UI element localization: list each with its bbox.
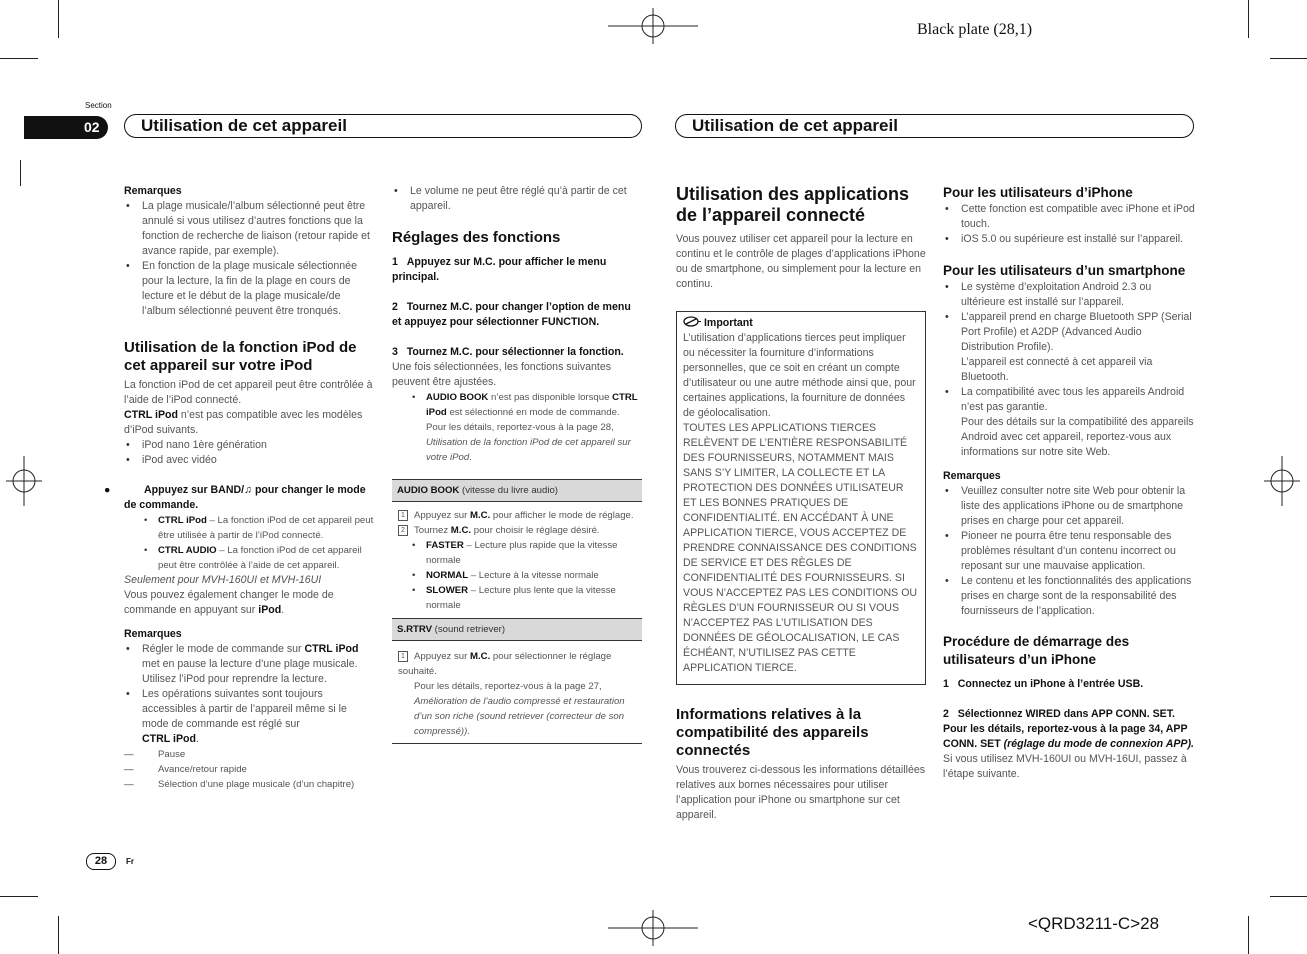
column-1 (104, 184, 376, 792)
paragraph (398, 679, 642, 739)
bold-term: CTRL iPod (124, 409, 178, 421)
text: . (195, 733, 199, 745)
paragraph (124, 588, 376, 618)
paragraph: Vous trouverez ci-dessous les informations détaillées relatives aux bornes nécessaires pour utiliser l’application pour iPhone ou smartphone sur cet appareil. (676, 764, 926, 821)
text: Appuyez sur (414, 651, 470, 662)
list-item: — Avance/retour rapide (124, 762, 376, 777)
column-2 (392, 184, 642, 744)
step-number-icon: 1 (398, 651, 408, 662)
iphone-list (943, 202, 1195, 247)
crop-mark (1248, 916, 1249, 954)
step-instruction (392, 255, 642, 285)
paragraph: Si vous utilisez MVH-160UI ou MVH-16UI, passez à l’étape suivante. (943, 753, 1187, 780)
remarks-list (124, 199, 376, 319)
important-box (676, 311, 926, 685)
list-item (124, 642, 376, 687)
step-text: Tournez M.C. pour sélectionner la fonction. (406, 346, 624, 358)
crop-mark (0, 58, 38, 59)
list-item: • iPod nano 1ère génération (124, 438, 376, 453)
step-text: Appuyez sur BAND/♫ pour changer le mode de commande. (124, 484, 366, 511)
important-title: Important (703, 317, 753, 329)
text: L’appareil est connecté à cet appareil via Bluetooth. (961, 356, 1153, 383)
bold-term: CTRL iPod (304, 643, 359, 655)
cross-reference: (réglage du mode de connexion APP). (1000, 738, 1194, 750)
section-heading: Réglages des fonctions (392, 229, 561, 246)
warning-icon (683, 316, 701, 327)
list-item (124, 687, 376, 747)
list-item (124, 543, 376, 573)
list-item: • Cette fonction est compatible avec iPhone et iPod touch. (943, 202, 1195, 232)
step-text: Sélectionnez WIRED dans APP CONN. SET. Pour les détails, reportez-vous à la page 34, APP CONN. SET (943, 708, 1188, 750)
step-instruction (104, 483, 376, 513)
list-item: • Le système d’exploitation Android 2.3 ou ultérieure est installé sur l’appareil. (943, 280, 1195, 310)
text: Pour les détails, reportez-vous à la page 27, (414, 681, 602, 692)
registration-target-icon (6, 456, 42, 506)
bold-term: iPod (258, 604, 282, 616)
step-text: Tournez M.C. pour changer l’option de menu et appuyez pour sélectionner FUNCTION. (392, 301, 631, 328)
function-name: AUDIO BOOK (397, 485, 460, 496)
remarks-title: Remarques (943, 470, 1001, 482)
section-heading: Utilisation de la fonction iPod de cet appareil sur votre iPod (124, 339, 357, 374)
function-table-body (392, 502, 642, 615)
crop-mark (1270, 58, 1307, 59)
bullet-icon: ● (104, 484, 111, 496)
text: pour choisir le réglage désiré. (471, 525, 600, 536)
paragraph: L’utilisation d’applications tierces peut impliquer ou nécessiter la fourniture d’informations personnelles, que ce soit en créant un compte d’utilisateur ou une autre méthode ainsi que, pour certaines applications, la fourniture de données de géolocalisation. (683, 332, 916, 419)
section-heading: Procédure de démarrage des utilisateurs d’un iPhone (943, 634, 1130, 667)
list-item: • Pioneer ne pourra être tenu responsable des problèmes résultant d’un contenu incorrect ou reposant sur une mauvaise application. (943, 529, 1195, 574)
list-item: — Sélection d’une plage musicale (d’un chapitre) (124, 777, 376, 792)
function-name: S.RTRV (397, 624, 433, 635)
step-instruction (392, 345, 642, 360)
step-number: 3 (392, 346, 398, 358)
list-item: • iOS 5.0 ou supérieure est installé sur l’appareil. (943, 232, 1195, 247)
text: n’est pas compatible avec les modèles d’iPod suivants. (124, 409, 363, 436)
audiobook-note-list (392, 390, 642, 465)
text: – Lecture plus lente que la vitesse normale (426, 585, 616, 611)
section-banner-right (675, 114, 1194, 138)
section-heading: Utilisation des applications de l’appareil connecté (676, 184, 910, 225)
list-item (392, 390, 642, 465)
step-number-icon: 1 (398, 510, 408, 521)
remarks-title: Remarques (124, 628, 182, 640)
paragraph (124, 408, 376, 438)
crop-mark (0, 896, 38, 897)
list-item: • La plage musicale/l’album sélectionné peut être annulé si vous utilisez d’autres fonctions que la fonction de recherche de liaison (retour rapide et avance rapide, par exemple). (124, 199, 376, 259)
models-list (124, 438, 376, 468)
list-item (943, 385, 1195, 460)
step-number: 1 (392, 256, 398, 268)
text: Tournez (414, 525, 451, 536)
list-item (392, 568, 642, 583)
step-text: Connectez un iPhone à l’entrée USB. (957, 678, 1144, 690)
banner-title: Utilisation de cet appareil (692, 116, 898, 135)
text: Régler le mode de commande sur (142, 643, 305, 655)
document-code: <QRD3211-C>28 (1028, 914, 1160, 933)
bold-term: CTRL iPod (426, 392, 638, 418)
banner-title: Utilisation de cet appareil (141, 116, 347, 135)
registration-target-icon (608, 910, 698, 946)
list-item: • Le contenu et les fonctionnalités des applications prises en charge sont de la responsabilité des fournisseurs de l’application. (943, 574, 1195, 619)
text: Appuyez sur (414, 510, 470, 521)
function-table-body (392, 641, 642, 744)
crop-mark (58, 0, 59, 38)
bold-term: FASTER (426, 540, 464, 551)
plate-label: Black plate (28,1) (917, 21, 1033, 38)
step-instruction (943, 707, 1195, 752)
text: – La fonction iPod de cet appareil peut être contrôlée à l’aide de cet appareil. (158, 545, 362, 571)
paragraph: Vous pouvez utiliser cet appareil pour la lecture en continu et le contrôle de plages d’applications iPhone ou de smartphone, ou simplement pour la lecture en continu. (676, 233, 926, 290)
section-label: Section (85, 101, 112, 110)
step-number-icon: 2 (398, 525, 408, 536)
paragraph: La fonction iPod de cet appareil peut être contrôlée à l’aide de l’iPod connecté. (124, 379, 373, 406)
text: . (281, 604, 285, 616)
bold-term: CTRL AUDIO (158, 545, 217, 556)
section-heading: Informations relatives à la compatibilité des appareils connectés (676, 706, 869, 759)
section-number: 02 (84, 119, 100, 135)
table-step (398, 649, 642, 679)
step-number: 1 (943, 678, 949, 690)
text: pour afficher le mode de réglage. (490, 510, 634, 521)
step-instruction (392, 300, 642, 330)
table-step (398, 523, 642, 538)
text: Pour des détails sur la compatibilité des appareils Android avec cet appareil, reportez-vous aux informations sur notre site Web. (961, 416, 1194, 458)
volume-note-list (392, 184, 642, 214)
list-item: • iPod avec vidéo (124, 453, 376, 468)
bold-term: M.C. (450, 525, 472, 536)
text: L’appareil prend en charge Bluetooth SPP (Serial Port Profile) et A2DP (Advanced Audio Distribution Profile). (961, 311, 1192, 353)
modes-list (124, 513, 376, 573)
remarks-title: Remarques (124, 185, 182, 197)
column-4 (943, 184, 1195, 782)
list-item (392, 583, 642, 613)
text: – Lecture plus rapide que la vitesse normale (426, 540, 618, 566)
important-title-row (683, 316, 919, 331)
bold-term: CTRL iPod (158, 515, 207, 526)
list-item: • En fonction de la plage musicale sélectionnée pour la lecture, la fin de la plage en cours de lecture et le début de la plage musicale/de l’album sélectionné peuvent être tronqués. (124, 259, 376, 319)
section-banner-left (124, 114, 642, 138)
text: n’est pas disponible lorsque (488, 392, 613, 403)
text: Vous pouvez également changer le mode de commande en appuyant sur (124, 589, 334, 616)
text: . (467, 726, 470, 737)
bold-term: M.C. (470, 651, 491, 662)
list-item: • Le volume ne peut être réglé qu’à partir de cet appareil. (392, 184, 642, 214)
bold-term: AUDIO BOOK (426, 392, 489, 403)
crop-mark (20, 160, 21, 186)
function-desc: (vitesse du livre audio) (459, 485, 559, 496)
crop-mark (58, 916, 59, 954)
bold-term: M.C. (470, 510, 491, 521)
table-step (398, 508, 642, 523)
crop-mark (1248, 0, 1249, 38)
text: pour sélectionner le réglage souhaité. (398, 651, 612, 677)
paragraph: Une fois sélectionnées, les fonctions suivantes peuvent être ajustées. (392, 361, 612, 388)
text: est sélectionné en mode de commande. Pour les détails, reportez-vous à la page 28, (426, 407, 620, 433)
cross-reference: Utilisation de la fonction iPod de cet appareil sur votre iPod (426, 437, 631, 463)
section-number-tab (24, 116, 108, 139)
model-note: Seulement pour MVH-160UI et MVH-16UI (124, 574, 322, 586)
list-item: • Veuillez consulter notre site Web pour obtenir la liste des applications iPhone ou de smartphone prises en charge pour cet appareil. (943, 484, 1195, 529)
cross-reference: Amélioration de l’audio compressé et restauration d’un son riche (sound retriever (correcteur de son compressé)) (414, 696, 625, 737)
list-item (124, 513, 376, 543)
registration-target-icon (608, 8, 698, 44)
text: – Lecture à la vitesse normale (468, 570, 599, 581)
function-table-header (392, 479, 642, 502)
text: . (469, 452, 472, 463)
remarks-list (124, 642, 376, 747)
bold-term: CTRL iPod (142, 733, 196, 745)
crop-mark (1270, 896, 1307, 897)
operations-list (124, 747, 376, 792)
step-number: 2 (943, 708, 949, 720)
section-heading: Pour les utilisateurs d’un smartphone (943, 263, 1186, 278)
bold-term: SLOWER (426, 585, 469, 596)
step-instruction (943, 677, 1195, 692)
text: Les opérations suivantes sont toujours accessibles à partir de l’appareil même si le mode de commande est réglé sur (142, 688, 347, 730)
list-item (943, 310, 1195, 385)
bold-term: NORMAL (426, 570, 469, 581)
step-text: Appuyez sur M.C. pour afficher le menu principal. (392, 256, 607, 283)
step-number: 2 (392, 301, 398, 313)
language-label: Fr (126, 857, 134, 866)
page-number: 28 (86, 853, 116, 870)
section-heading: Pour les utilisateurs d’iPhone (943, 185, 1133, 200)
list-item (392, 538, 642, 568)
text: La compatibilité avec tous les appareils Android n’est pas garantie. (961, 386, 1185, 413)
registration-target-icon (1264, 456, 1300, 506)
text: met en pause la lecture d’une plage musicale. Utilisez l’iPod pour reprendre la lecture. (142, 658, 358, 685)
column-3 (676, 184, 926, 823)
list-item: — Pause (124, 747, 376, 762)
smartphone-list (943, 280, 1195, 460)
function-desc: (sound retriever) (432, 624, 506, 635)
text: – La fonction iPod de cet appareil peut être utilisée à partir de l’iPod connecté. (158, 515, 374, 541)
paragraph: TOUTES LES APPLICATIONS TIERCES RELÈVENT DE L’ENTIÈRE RESPONSABILITÉ DES FOURNISSEURS, NOTAMMENT MAIS SANS S’Y LIMITER, LA COLLECTE ET LA PROTECTION DES DONNÉES UTILISATEUR ET LES BONNES PRATIQUES DE CONFIDENTIALITÉ. EN ACCÉDANT À UNE APPLICATION TIERCE, VOUS ACCEPTEZ DE PRENDRE CONNAISSANCE DES CONDITIONS DE SERVICE ET DES RÈGLES DE CONFIDENTIALITÉ DES FOURNISSEURS. SI VOUS N’ACCEPTEZ PAS LES CONDITIONS OU RÈGLES D’UN FOURNISSEUR OU SI VOUS N’ACCEPTEZ PAS L’UTILISATION DES DONNÉES DE GÉOLOCALISATION, LE CAS ÉCHÉANT, N’UTILISEZ PAS CETTE APPLICATION TIERCE. (683, 422, 918, 674)
function-table-header (392, 618, 642, 641)
remarks-list (943, 484, 1195, 619)
speed-options-list (392, 538, 642, 613)
